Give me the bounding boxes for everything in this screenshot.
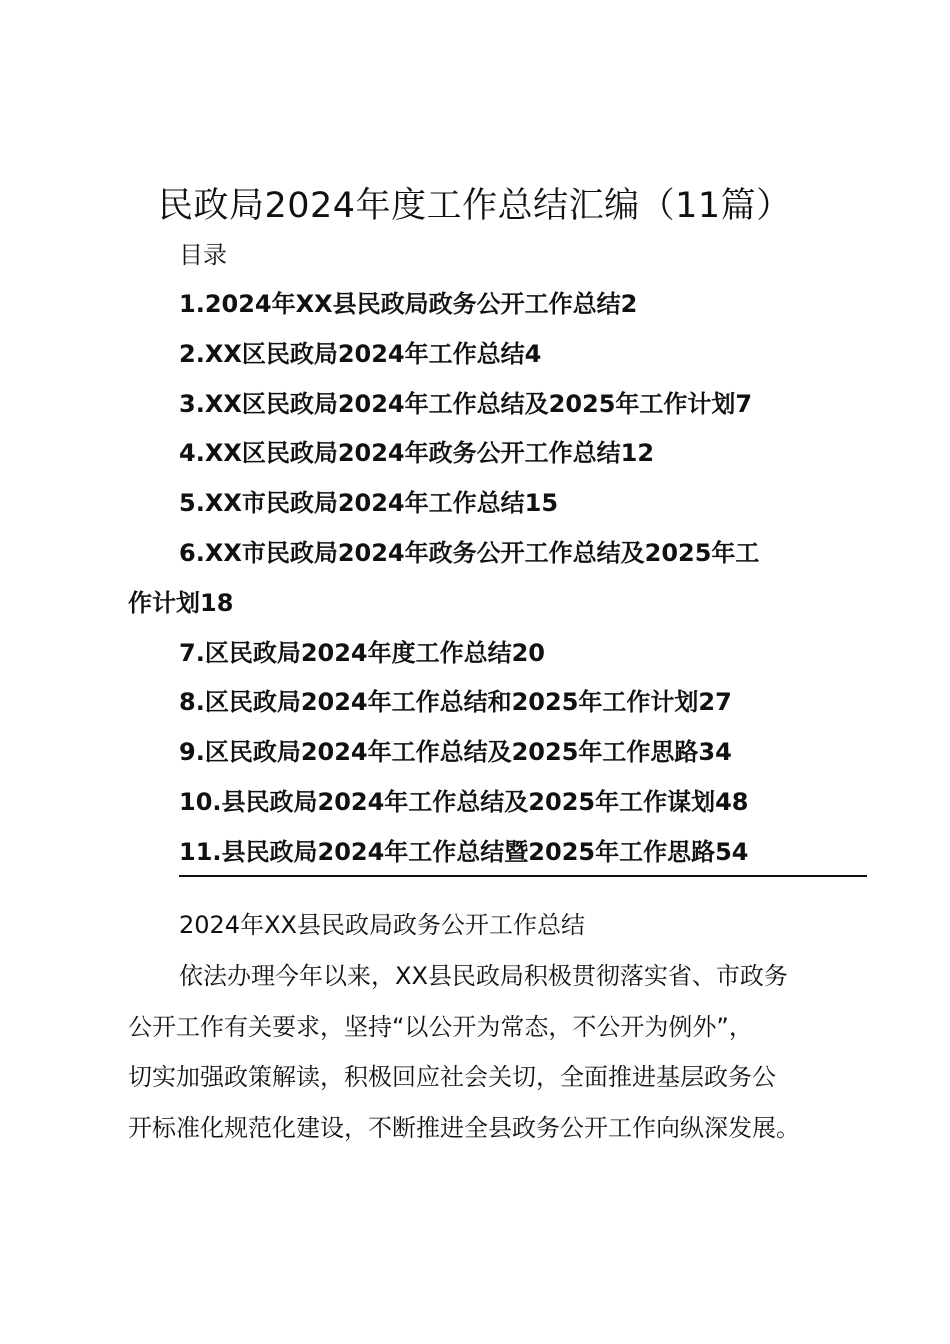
section-divider	[179, 875, 867, 877]
paragraph-line: 公开工作有关要求，坚持“以公开为常态，不公开为例外”，	[128, 1013, 753, 1041]
toc-entry-4[interactable]: 4.XX区民政局2024年政务公开工作总结12	[179, 439, 655, 467]
toc-entry-2[interactable]: 2.XX区民政局2024年工作总结4	[179, 340, 542, 368]
toc-entry-6-continuation[interactable]: 作计划18	[128, 589, 234, 617]
toc-entry-10[interactable]: 10.县民政局2024年工作总结及2025年工作谋划48	[179, 788, 749, 816]
toc-entry-5[interactable]: 5.XX市民政局2024年工作总结15	[179, 489, 559, 517]
document-title: 民政局2024年度工作总结汇编（11篇）	[158, 186, 792, 226]
section-title: 2024年XX县民政局政务公开工作总结	[179, 911, 585, 939]
paragraph-line: 切实加强政策解读，积极回应社会关切，全面推进基层政务公	[128, 1063, 776, 1091]
toc-entry-8[interactable]: 8.区民政局2024年工作总结和2025年工作计划27	[179, 688, 732, 716]
toc-entry-11[interactable]: 11.县民政局2024年工作总结暨2025年工作思路54	[179, 838, 749, 866]
paragraph-line: 开标准化规范化建设，不断推进全县政务公开工作向纵深发展。	[128, 1114, 800, 1142]
toc-entry-3[interactable]: 3.XX区民政局2024年工作总结及2025年工作计划7	[179, 390, 753, 418]
toc-entry-9[interactable]: 9.区民政局2024年工作总结及2025年工作思路34	[179, 738, 732, 766]
paragraph-line: 依法办理今年以来，XX县民政局积极贯彻落实省、市政务	[179, 962, 788, 990]
toc-entry-7[interactable]: 7.区民政局2024年度工作总结20	[179, 639, 546, 667]
toc-label: 目录	[179, 241, 227, 269]
toc-entry-1[interactable]: 1.2024年XX县民政局政务公开工作总结2	[179, 290, 638, 318]
toc-entry-6[interactable]: 6.XX市民政局2024年政务公开工作总结及2025年工	[179, 539, 760, 567]
